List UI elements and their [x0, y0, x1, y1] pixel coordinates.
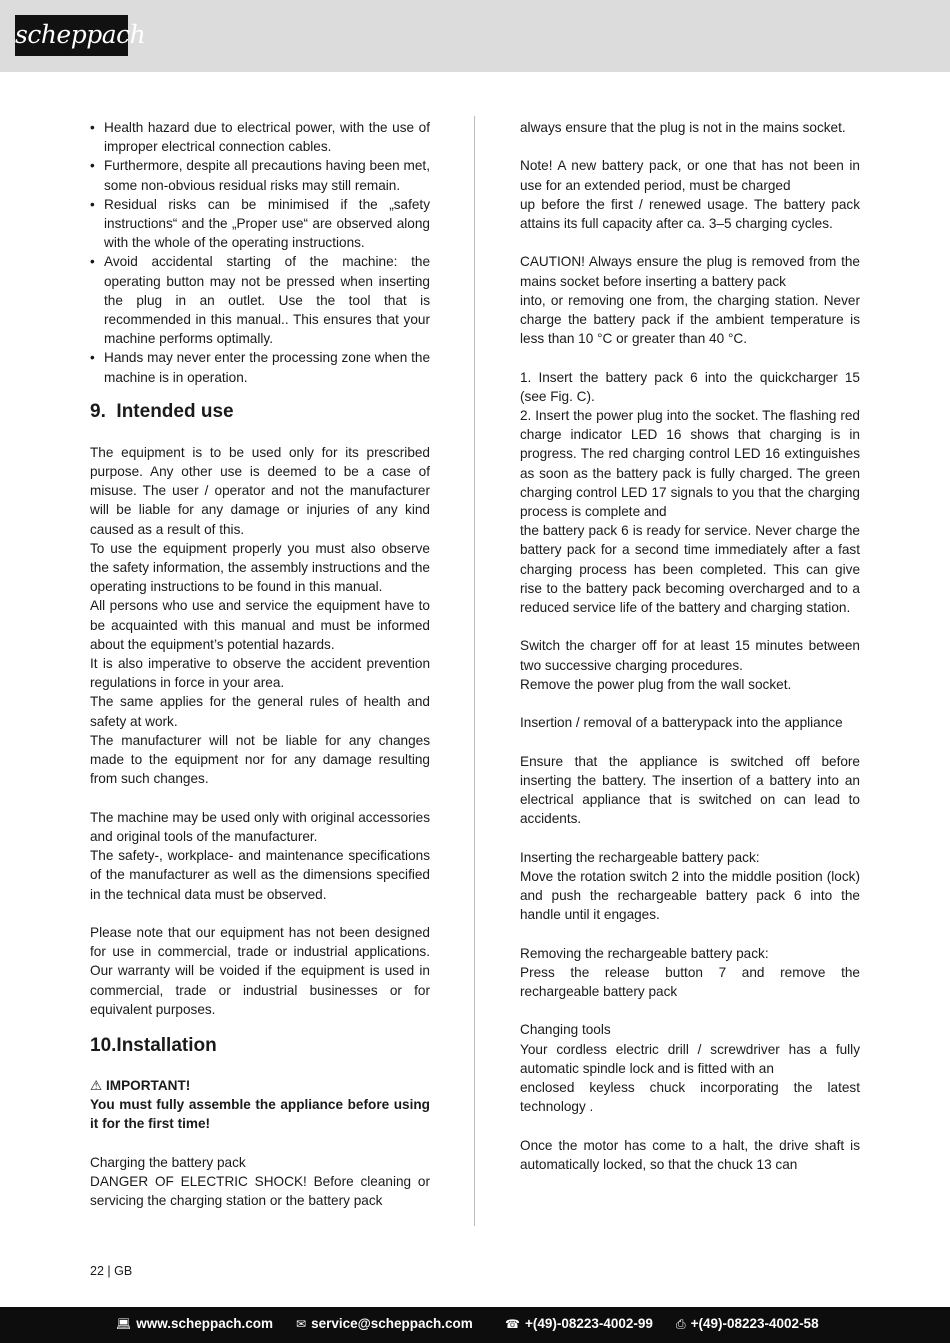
page-header	[0, 0, 950, 72]
scheppach-logo: scheppach	[15, 15, 128, 56]
phone-number[interactable]: +(49)-08223-4002-99	[524, 1316, 653, 1331]
email-link[interactable]: service@scheppach.com	[311, 1316, 473, 1331]
paragraph: Ensure that the appliance is switched off before inserting the battery. The insertion of a battery into an electrical appliance that is switched on can lead to accidents.	[520, 753, 860, 827]
column-divider	[474, 116, 475, 1226]
paragraph: Switch the charger off for at least 15 minutes between two successive charging procedures.	[520, 638, 860, 673]
paragraph: enclosed keyless chuck incorporating the latest technology .	[520, 1080, 860, 1115]
section-heading-installation	[90, 1034, 430, 1058]
paragraph: always ensure that the plug is not in the mains socket.	[520, 120, 846, 135]
paragraph: The machine may be used only with original accessories and original tools of the manufacturer.	[90, 809, 431, 844]
paragraph: Removing the rechargeable battery pack:	[520, 945, 769, 961]
paragraph: The manufacturer will not be liable for any changes made to the equipment nor for any damage resulting from such changes.	[90, 732, 430, 787]
paragraph: Changing tools	[520, 1022, 611, 1038]
right-column	[520, 118, 860, 1174]
list-item: • Avoid accidental starting of the machine: the operating button may not be pressed when inserting the plug in an outlet. Use the tool that is recommended in this manual.. This ensures that your machine performs optimally.	[90, 252, 430, 348]
section-title: Intended use	[116, 400, 234, 422]
section-number: 9.	[90, 400, 106, 422]
footer-web[interactable]	[116, 1316, 273, 1331]
section-heading-intended-use	[90, 400, 430, 424]
paragraph: Please note that our equipment has not been designed for use in commercial, trade or industrial applications. Our warranty will be voided if the equipment is used in commercial, trade or industrial businesses or for equivalent purposes.	[90, 924, 430, 1017]
paragraph: Move the rotation switch 2 into the middle position (lock) and push the rechargeable battery pack 6 into the handle until it engages.	[520, 868, 860, 923]
mail-icon: ✉︎	[296, 1317, 307, 1331]
paragraph: Inserting the rechargeable battery pack:	[520, 849, 760, 865]
paragraph: 1. Insert the battery pack 6 into the quickcharger 15 (see Fig. C).	[520, 369, 860, 404]
paragraph: The equipment is to be used only for its prescribed purpose. Any other use is deemed to be a case of misuse. The user / operator and not the manufacturer will be liable for any damage or injuries of any kind caused as a result of this.	[90, 444, 430, 537]
section-number: 10.	[90, 1034, 117, 1056]
paragraph: Once the motor has come to a halt, the drive shaft is automatically locked, so that the chuck 13 can	[520, 1137, 860, 1172]
website-link[interactable]: www.scheppach.com	[136, 1316, 274, 1331]
paragraph: All persons who use and service the equipment have to be acquainted with this manual and must be informed about the equipment’s potential hazards.	[90, 598, 430, 652]
footer-email[interactable]	[296, 1316, 473, 1331]
page-number: 22 | GB	[90, 1264, 133, 1278]
footer-fax[interactable]	[676, 1316, 819, 1332]
list-item: • Hands may never enter the processing zone when the machine is in operation.	[90, 348, 430, 386]
paragraph: Remove the power plug from the wall socket.	[520, 676, 792, 692]
footer-phone[interactable]	[505, 1316, 653, 1331]
subheading-charging: Charging the battery pack	[90, 1154, 246, 1170]
paragraph: Insertion / removal of a batterypack into the appliance	[520, 715, 843, 731]
left-column	[90, 118, 430, 1210]
important-text: You must fully assemble the appliance before using it for the first time!	[90, 1097, 430, 1132]
paragraph: up before the first / renewed usage. The battery pack attains its full capacity after ca. 3–5 charging cycles.	[520, 196, 860, 231]
contact-footer	[0, 1307, 950, 1343]
important-label: ⚠ IMPORTANT!	[90, 1077, 191, 1093]
paragraph: The same applies for the general rules of health and safety at work.	[90, 694, 430, 729]
paragraph: the battery pack 6 is ready for service. Never charge the battery pack for a second time immediately after a fast charging process has been completed. This can give rise to the battery pack becoming overcharged and to a reduced service life of the battery and charging station.	[520, 523, 860, 616]
paragraph: DANGER OF ELECTRIC SHOCK! Before cleaning or servicing the charging station or the battery pack	[90, 1173, 430, 1209]
hazard-list	[90, 118, 430, 387]
section-title: Installation	[116, 1034, 217, 1056]
fax-number[interactable]: +(49)-08223-4002-58	[690, 1316, 819, 1331]
paragraph: The safety-, workplace- and maintenance specifications of the manufacturer as well as the dimensions specified in the technical data must be observed.	[90, 848, 430, 902]
paragraph: It is also imperative to observe the accident prevention regulations in force in your area.	[90, 656, 430, 691]
paragraph: 2. Insert the power plug into the socket. The flashing red charge indicator LED 16 shows that charging is in progress. The red charging control LED 16 extinguishes as soon as the battery pack is fully charged. The green charging control LED 17 signals to you that the charging process is complete and	[520, 408, 860, 520]
paragraph: Your cordless electric drill / screwdriver has a fully automatic spindle lock and is fitted with an	[520, 1041, 860, 1076]
paragraph: To use the equipment properly you must also observe the safety information, the assembly instructions and the operating instructions to be found in this manual.	[90, 540, 430, 595]
laptop-icon: 💻︎	[116, 1317, 132, 1331]
phone-icon: ☎︎	[505, 1317, 520, 1331]
fax-icon: ⎙	[676, 1317, 686, 1331]
list-item: • Residual risks can be minimised if the „safety instructions“ and the „Proper use“ are observed along with the whole of the operating instructions.	[90, 195, 430, 253]
paragraph: into, or removing one from, the charging station. Never charge the battery pack if the ambient temperature is less than 10 °C or greater than 40 °C.	[520, 292, 860, 347]
paragraph: Press the release button 7 and remove the rechargeable battery pack	[520, 964, 860, 1000]
paragraph: CAUTION! Always ensure the plug is removed from the mains socket before inserting a battery pack	[520, 254, 860, 289]
paragraph: Note! A new battery pack, or one that has not been in use for an extended period, must be charged	[520, 158, 860, 193]
list-item: • Furthermore, despite all precautions having been met, some non-obvious residual risks may still remain.	[90, 156, 430, 194]
list-item: • Health hazard due to electrical power, with the use of improper electrical connection cables.	[90, 118, 430, 156]
